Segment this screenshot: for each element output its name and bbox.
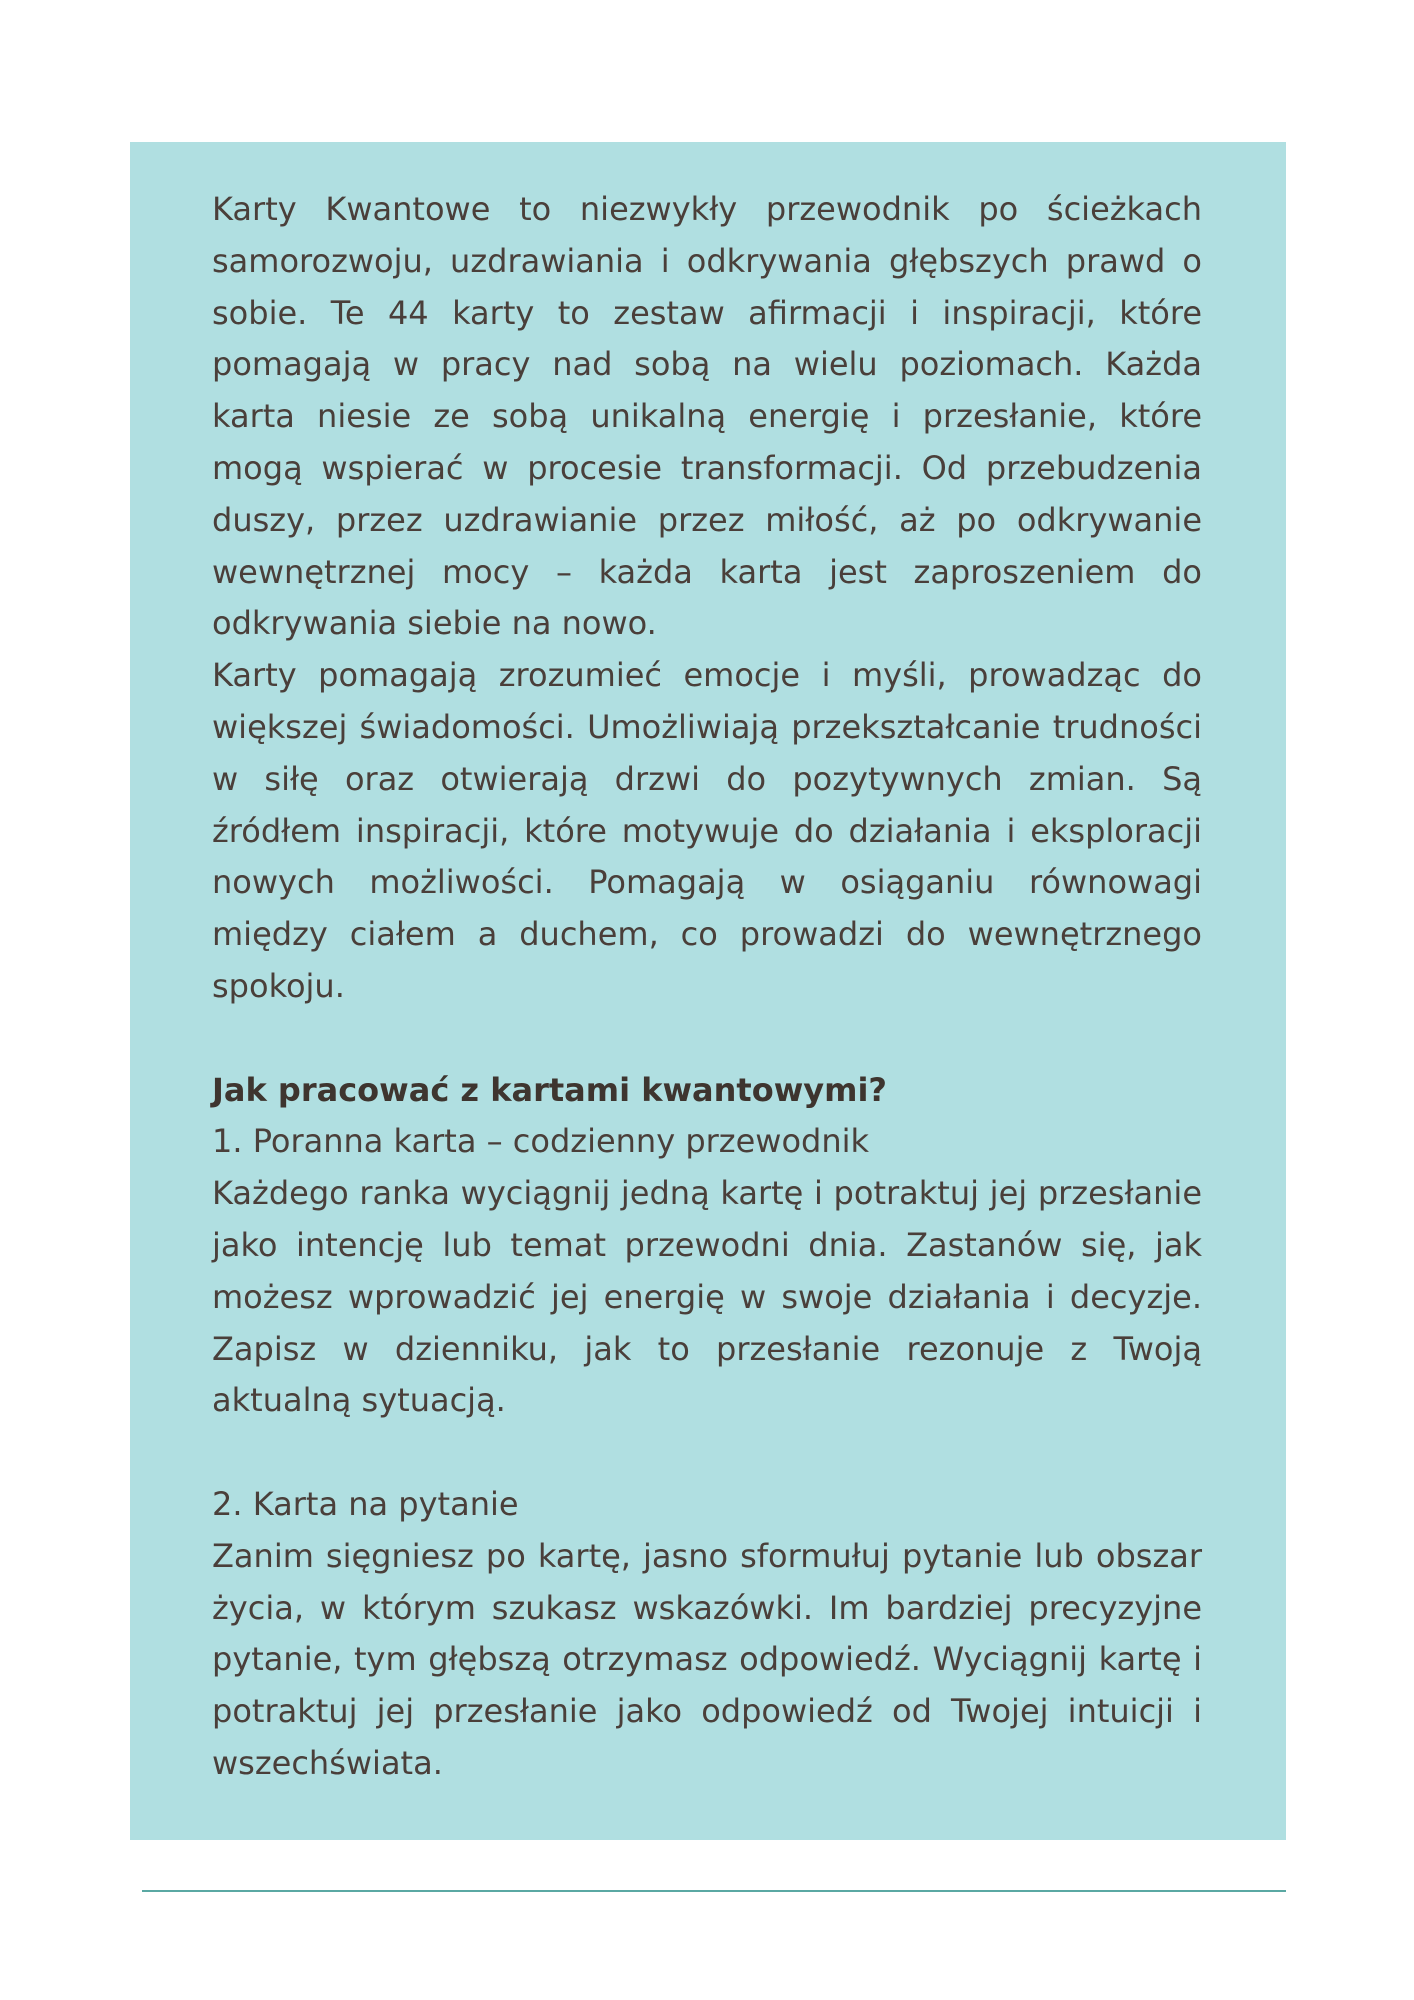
spacer bbox=[212, 1013, 1202, 1065]
intro-paragraph-1: Karty Kwantowe to niezwykły przewodnik po ścieżkach samorozwoju, uzdrawiania i odkrywania głębszych prawd o sobie. Te 44 karty to zestaw afirmacji i inspiracji, które pomagają w pracy nad sobą na wielu poziomach. Każda karta niesie ze sobą unikalną energię i przesłanie, które mogą wspierać w procesie transformacji. Od przebudzenia duszy, przez uzdrawianie przez miłość, aż po odkrywanie wewnętrznej mocy – każda karta jest zaproszeniem do odkrywania siebie na nowo. bbox=[212, 190, 1202, 643]
footer-divider bbox=[142, 1890, 1286, 1892]
method-1-title: 1. Poranna karta – codzienny przewodnik bbox=[212, 1122, 870, 1161]
method-1-body: Każdego ranka wyciągnij jedną kartę i potraktuj jej przesłanie jako intencję lub temat przewodni dnia. Zastanów się, jak możesz wprowadzić jej energię w swoje działania i decyzje. Zapisz w dzienniku, jak to przesłanie rezonuje z Twoją aktualną sytuacją. bbox=[212, 1174, 1202, 1420]
spacer bbox=[212, 1427, 1202, 1479]
intro-paragraph-2: Karty pomagają zrozumieć emocje i myśli, prowadząc do większej świadomości. Umożliwiają przekształcanie trudności w siłę oraz otwierają drzwi do pozytywnych zmian. Są źródłem inspiracji, które motywuje do działania i eksploracji nowych możliwości. Pomagają w osiąganiu równowagi między ciałem a duchem, co prowadzi do wewnętrznego spokoju. bbox=[212, 656, 1202, 1005]
method-2-body: Zanim sięgniesz po kartę, jasno sformułuj pytanie lub obszar życia, w którym szukasz wskazówki. Im bardziej precyzyjne pytanie, tym głębszą otrzymasz odpowiedź. Wyciągnij kartę i potraktuj jej przesłanie jako odpowiedź od Twojej intuicji i wszechświata. bbox=[212, 1536, 1202, 1782]
section-heading: Jak pracować z kartami kwantowymi? bbox=[212, 1070, 887, 1109]
method-2-title: 2. Karta na pytanie bbox=[212, 1484, 519, 1523]
content-panel bbox=[130, 142, 1286, 1840]
document-body bbox=[212, 184, 1202, 1790]
